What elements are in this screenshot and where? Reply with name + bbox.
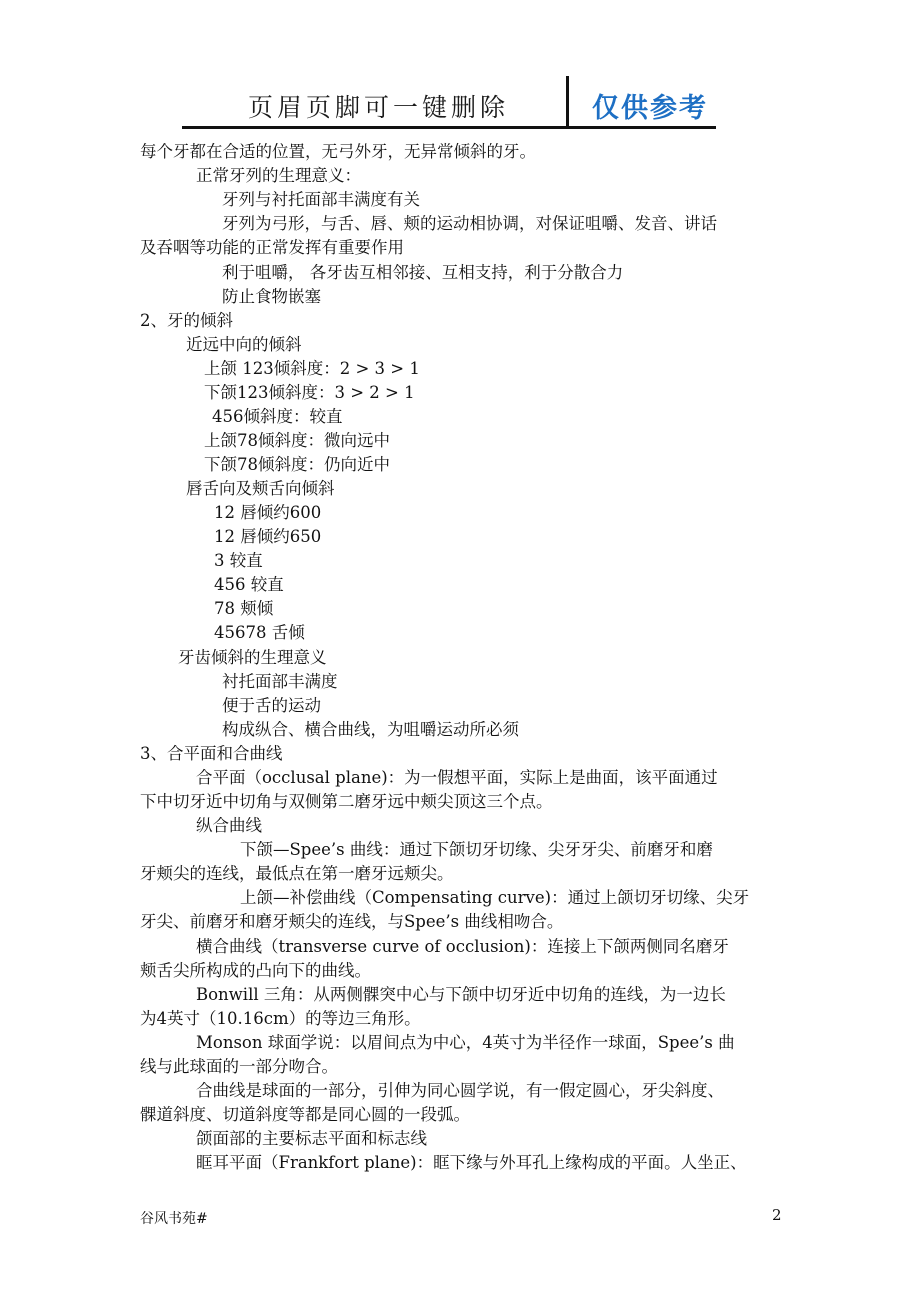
text-line: 下颌123倾斜度：3 > 2 > 1 bbox=[204, 383, 415, 402]
text-line: 上颌 123倾斜度：2 > 3 > 1 bbox=[204, 359, 420, 378]
header-left-text: 页眉页脚可一键删除 bbox=[248, 93, 510, 122]
text-line: 线与此球面的一部分吻合。 bbox=[140, 1057, 338, 1076]
text-line: 颌面部的主要标志平面和标志线 bbox=[196, 1129, 427, 1148]
text-line: 正常牙列的生理意义： bbox=[196, 166, 361, 185]
footer-text: 谷风书苑# bbox=[140, 1211, 208, 1227]
text-line: 防止食物嵌塞 bbox=[222, 287, 321, 306]
page-header bbox=[0, 0, 920, 140]
text-line: 眶耳平面（Frankfort plane)：眶下缘与外耳孔上缘构成的平面。人坐正、 bbox=[196, 1153, 747, 1172]
text-line: 合曲线是球面的一部分，引伸为同心圆学说，有一假定圆心，牙尖斜度、 bbox=[196, 1081, 724, 1100]
text-line: 456 较直 bbox=[214, 575, 284, 594]
text-line: 牙列为弓形，与舌、唇、颊的运动相协调，对保证咀嚼、发音、讲话 bbox=[222, 214, 717, 233]
text-line: 78 颊倾 bbox=[214, 599, 274, 618]
header-rule bbox=[182, 126, 716, 129]
section-heading: 2、牙的倾斜 bbox=[140, 311, 233, 330]
text-line: 牙齿倾斜的生理意义 bbox=[178, 648, 327, 667]
text-line: 12 唇倾约650 bbox=[214, 527, 322, 546]
text-line: 下颌78倾斜度：仍向近中 bbox=[204, 455, 390, 474]
text-line: 456倾斜度：较直 bbox=[212, 407, 343, 426]
page-number: 2 bbox=[772, 1206, 782, 1224]
text-line: 3 较直 bbox=[214, 551, 263, 570]
text-line: 上颌—补偿曲线（Compensating curve)：通过上颌切牙切缘、尖牙 bbox=[240, 888, 750, 907]
text-line: 颊舌尖所构成的凸向下的曲线。 bbox=[140, 961, 371, 980]
text-line: 下中切牙近中切角与双侧第二磨牙远中颊尖顶这三个点。 bbox=[140, 792, 553, 811]
text-line: 横合曲线（transverse curve of occlusion)：连接上下颌两侧同名磨牙 bbox=[196, 937, 729, 956]
text-line: 12 唇倾约600 bbox=[214, 503, 322, 522]
text-line: 衬托面部丰满度 bbox=[222, 672, 338, 691]
header-divider bbox=[566, 76, 569, 128]
text-line: 牙颊尖的连线，最低点在第一磨牙远颊尖。 bbox=[140, 864, 454, 883]
text-line: 上颌78倾斜度：微向远中 bbox=[204, 431, 390, 450]
text-line: 构成纵合、横合曲线，为咀嚼运动所必须 bbox=[222, 720, 519, 739]
text-line: 唇舌向及颊舌向倾斜 bbox=[186, 479, 335, 498]
text-line: 纵合曲线 bbox=[196, 816, 262, 835]
text-line: 及吞咽等功能的正常发挥有重要作用 bbox=[140, 238, 404, 257]
text-line: 利于咀嚼， 各牙齿互相邻接、互相支持，利于分散合力 bbox=[222, 263, 624, 282]
text-line: Monson 球面学说：以眉间点为中心，4英寸为半径作一球面，Spee’s 曲 bbox=[196, 1033, 735, 1052]
text-line: 便于舌的运动 bbox=[222, 696, 321, 715]
text-line: Bonwill 三角：从两侧髁突中心与下颌中切牙近中切角的连线，为一边长 bbox=[196, 985, 726, 1004]
text-line: 牙列与衬托面部丰满度有关 bbox=[222, 190, 420, 209]
text-line: 髁道斜度、切道斜度等都是同心圆的一段弧。 bbox=[140, 1105, 470, 1124]
text-line: 45678 舌倾 bbox=[214, 623, 305, 642]
text-line: 为4英寸（10.16cm）的等边三角形。 bbox=[140, 1009, 421, 1028]
text-line: 每个牙都在合适的位置，无弓外牙，无异常倾斜的牙。 bbox=[140, 142, 536, 161]
text-line: 下颌—Spee’s 曲线：通过下颌切牙切缘、尖牙牙尖、前磨牙和磨 bbox=[240, 840, 713, 859]
section-heading: 3、合平面和合曲线 bbox=[140, 744, 283, 763]
text-line: 牙尖、前磨牙和磨牙颊尖的连线，与Spee’s 曲线相吻合。 bbox=[140, 912, 564, 931]
text-line: 合平面（occlusal plane)：为一假想平面，实际上是曲面，该平面通过 bbox=[196, 768, 718, 787]
header-right-text: 仅供参考 bbox=[592, 93, 708, 124]
text-line: 近远中向的倾斜 bbox=[186, 335, 302, 354]
